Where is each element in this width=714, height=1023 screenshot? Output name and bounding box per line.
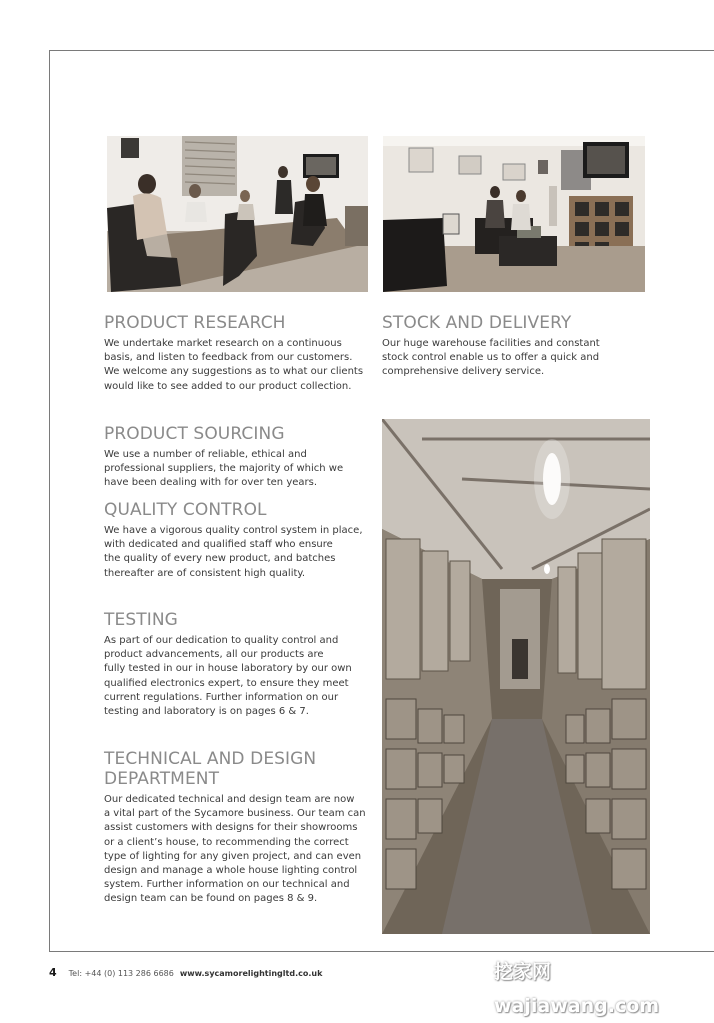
testing-text: As part of our dedication to quality control and product advancements, all our products are fully tested in our in house laboratory by our own qualified electronics expert, to ensure they meet current regulations. Further information on our testing and laboratory is on pages 6 & 7. <box>104 635 352 718</box>
product-research-heading: PRODUCT RESEARCH <box>104 313 286 333</box>
technical-design-text: Our dedicated technical and design team are now a vital part of the Sycamore business. Our team can assist customers with designs for their showrooms or a client’s house, to recommending the correct type of lighting for any given project, and can even design and manage a whole house lighting control system. Further information on our technical and design team can be found on pages 8 & 9. <box>104 794 366 905</box>
product-sourcing-section <box>104 424 374 491</box>
quality-control-text: We have a vigorous quality control system in place, with dedicated and qualified staff who ensure the quality of every new product, and batches thereafter are of consistent high quality. <box>104 525 363 579</box>
page-footer <box>49 966 449 982</box>
technical-design-section <box>104 749 379 907</box>
frame-top-rule <box>49 50 714 51</box>
watermark: 挖家网 wajiawang.com <box>494 961 660 1017</box>
page-number: 4 <box>49 966 57 979</box>
footer-website-link[interactable]: www.sycamorelightingltd.co.uk <box>179 969 323 978</box>
stock-delivery-text: Our huge warehouse facilities and constant stock control enable us to offer a quick and comprehensive delivery service. <box>382 338 600 378</box>
product-sourcing-text: We use a number of reliable, ethical and professional suppliers, the majority of which we have been dealing with for over ten years. <box>104 449 344 489</box>
technical-design-heading: TECHNICAL AND DESIGN DEPARTMENT <box>104 749 317 789</box>
product-research-text: We undertake market research on a continuous basis, and listen to feedback from our customers. We welcome any suggestions as to what our clients would like to see added to our product collection. <box>104 338 364 392</box>
frame-left-rule <box>49 50 50 951</box>
meeting-room-photo <box>107 136 368 292</box>
stock-delivery-heading: STOCK AND DELIVERY <box>382 313 572 333</box>
quality-control-heading: QUALITY CONTROL <box>104 500 267 520</box>
stock-delivery-section <box>382 313 652 380</box>
frame-bottom-rule <box>49 951 714 952</box>
quality-control-section <box>104 500 379 581</box>
footer-telephone: Tel: +44 (0) 113 286 6686 <box>68 969 174 978</box>
product-sourcing-heading: PRODUCT SOURCING <box>104 424 285 444</box>
testing-section <box>104 610 374 719</box>
showroom-photo <box>383 136 645 292</box>
warehouse-photo <box>382 419 650 934</box>
product-research-section <box>104 313 374 394</box>
testing-heading: TESTING <box>104 610 178 630</box>
